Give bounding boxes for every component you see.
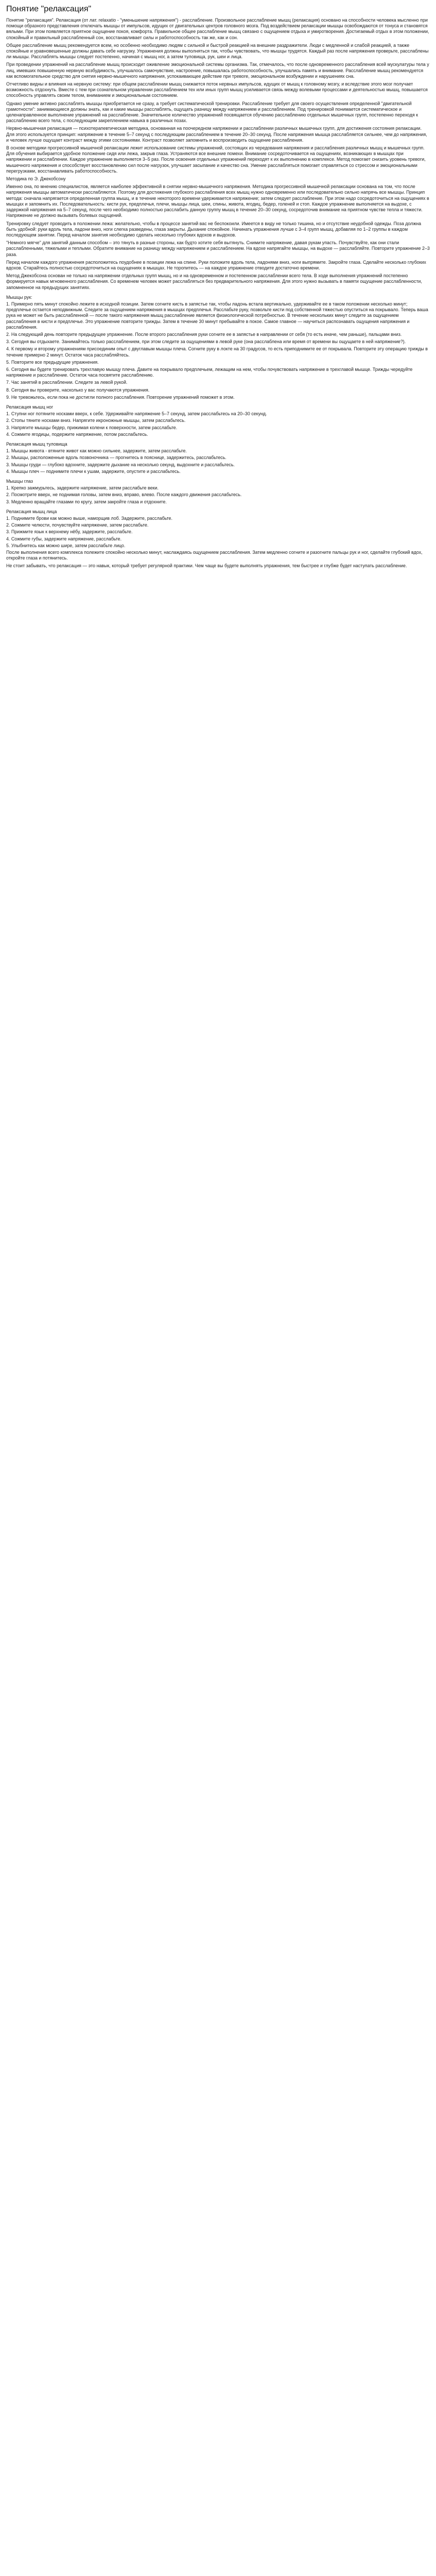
paragraph: Однако умение активно расслаблять мышцы приобретается не сразу, а требует систематической тренировки. Расслабление требует для своего осуществления определенной "двигательной грамотности": занимающиеся должны знать, как и какие мышцы расслаблять, ощущать разницу между напряжением и расслаблением. Под тренировкой понимается систематическое и целенаправленное выполнение упражнений на расслабление. Значительное количество упражнений посвящается обучению расслаблению отдельных мышечных групп, постепенно переходя к расслаблению всего тела, с последующим закреплением навыка в различных позах. xyxy=(6,100,418,124)
section-item: 2. Посмотрите вверх, не поднимая головы, затем вниз, вправо, влево. После каждого движения расслабьтесь. xyxy=(6,492,242,498)
exercise-item: 2. На следующий день повторите предыдущее упражнение. После второго расслабления руки согните ее в запястье в направлении от себя (то есть иначе, чем раньше), пальцами вниз. xyxy=(6,331,402,337)
paragraph: При проведении упражнений на расслабление мышц происходит оживление эмоциональной системы организма. Так, отмечалось, что после одновременного расслабления всей мускулатуры тела у лиц, имевших повышенную нервную возбудимость, улучшалось самочувствие, настроение, повышалась работоспособность, улучшались память и внимание. Расслабление мышц рекомендуется как вспомогательное средство для снятия нервно-мышечного напряжения, успокаивающее действие при тревоге, эмоциональном возбуждении и нарушениях сна. xyxy=(6,62,429,79)
exercise-item: 6. Сегодня вы будете тренировать трехглавую мышцу плеча. Давите на покрывало предплечьем, лежащим на нем, чтобы почувствовать напряжение в трехглавой мышце. Трижды чередуйте напряжение и расслабление. Остаток часа посвятите расслаблению. xyxy=(6,366,413,378)
exercise-item: 1. Примерно пять минут спокойно лежите в исходной позиции. Затем согните кисть в запястье так, чтобы ладонь встала вертикально, удерживайте ее в таком положении несколько минут; предплечье остается неподвижным. Следите за ощущением напряжения в мышцах предплечья. Расслабьте руку, позвольте кисти под собственной тяжестью опуститься на покрывало. Теперь ваша рука не может не быть расслабленной — после такого напряжения мышц расслабление является физиологической потребностью. В течение нескольких минут следите за ощущением расслабления в кисти и предплечье. Это упражнение повторите трижды. Затем в течение 30 минут пребывайте в покое. Самое главное — научиться распознавать ощущения напряжения и расслабления. xyxy=(6,301,428,330)
body-paragraphs xyxy=(6,18,430,291)
section-heading: Мышцы глаз xyxy=(6,479,33,484)
closing-paragraphs xyxy=(6,550,430,569)
section-item: 3. Мышцы груди — глубоко вдохните, задержите дыхание на несколько секунд, выдохните и расслабьтесь. xyxy=(6,462,235,467)
section-heading: Релаксация мышц лица xyxy=(6,509,57,514)
exercise-item: 8. Сегодня вы проверите, насколько у вас получаются упражнения. xyxy=(6,387,150,393)
page-title: Понятие "релаксация" xyxy=(6,5,92,13)
exercise-item: 9. Не тревожьтесь, если пока не достигли полного расслабления. Повторение упражнений поможет в этом. xyxy=(6,394,235,400)
closing-paragraph: Не стоит забывать, что релаксация — это навык, который требует регулярной практики. Чем чаще вы будете выполнять упражнения, тем быстрее и глубже будет наступать расслабление. xyxy=(6,563,407,569)
paragraph: В основе методики прогрессивной мышечной релаксации лежит использование системы упражнений, состоящих из чередования напряжения и расслабления различных мышц и мышечных групп. Для обучения выбирается удобное положение сидя или лежа, закрыв глаза. Устраняются все внешние помехи. Внимание сосредоточивается на ощущениях, возникающих в мышцах при напряжении и расслаблении. Каждое упражнение выполняется 3–5 раз. После освоения отдельных упражнений переходят к их выполнению в комплексе. Метод помогает снизить уровень тревоги, мышечного напряжения и способствует восстановлению сил после нагрузок, улучшает засыпание и качество сна. Умение расслабляться помогает справляться со стрессом и эмоциональными перегрузками, восстанавливать работоспособность. xyxy=(6,145,426,174)
paragraph: Отчетливо видны и влияния на нервную систему: при общем расслаблении мышц снижается поток нервных импульсов, идущих от мышц к головному мозгу, и вследствие этого мозг получает возможность отдохнуть. Вместе с тем при сознательном управлении расслаблением тех или иных групп мышц усиливается связь между волевыми процессами и деятельностью мышц, повышается способность управлять своим телом, вниманием и эмоциональным состоянием. xyxy=(6,81,428,98)
sections xyxy=(6,404,430,549)
section-item: 1. Крепко зажмурьтесь, задержите напряжение, затем расслабьте веки. xyxy=(6,485,159,491)
document-page xyxy=(6,4,430,569)
exercise-item: 4. К первому и второму упражнениям присоединим опыт с двуглавым мышцы плеча. Согните руку в локте на 30 градусов, то есть приподнимите ее от покрывала. Повторите эту операцию трижды в течение примерно 2 минут. Остаток часа расслабляйтесь. xyxy=(6,346,428,358)
paragraph: Метод Джекобсона основан не только на напряжении отдельных групп мышц, но и на одновременном и постепенном расслаблении всего тела. В ходе выполнения упражнений постепенно формируется навык мгновенного расслабления. Со временем человек может расслабляться без предварительного напряжения. Для этого нужно вызывать в памяти ощущение расслабленности, запомненное на предыдущих занятиях. xyxy=(6,273,422,290)
exercise-item: 3. Сегодня вы отдыхаете. Занимайтесь только расслаблением, при этом следите за ощущениями в левой руке (она расслаблена или время от времени вы ощущаете в ней напряжение?). xyxy=(6,339,406,345)
section-item: 3. Медленно вращайте глазами по кругу, затем закройте глаза и отдохните. xyxy=(6,499,167,504)
paragraph: Именно она, по мнению специалистов, является наиболее эффективной в снятии нервно-мышечного напряжения. Методика прогрессивной мышечной релаксации основана на том, что после напряжения мышцы автоматически расслабляются. Поэтому для достижения глубокого расслабления всех мышц нужно одновременно или последовательно сильно напрячь все мышцы. Принцип метода: сначала напрягается определенная группа мышц, и в течение некоторого времени удерживается напряжение; затем следует расслабление. При этом надо сосредоточиться на ощущениях в мышцах и запомнить их. Последовательность: кисти рук, предплечья, плечи, мышцы лица, шеи, спины, живота, ягодиц, бедер, голеней и стоп. Каждое упражнение выполняется на выдохе, с задержкой напряжения на 5–7 секунд, после чего необходимо полностью расслабить данную группу мышц в течение 20–30 секунд, сосредоточив внимание на приятном чувстве тепла и тяжести. Напряжение не должно вызывать болевых ощущений. xyxy=(6,184,429,218)
section-item: 2. Стопы тяните носками вниз. Напрягите икроножные мышцы, затем расслабьтесь. xyxy=(6,418,186,423)
paragraph: Нервно-мышечная релаксация — психотерапевтическая методика, основанная на поочередном напряжении и расслаблении различных мышечных групп, для достижения состояния релаксации. Для этого используется принцип: напряжение в течение 5–7 секунд с последующим расслаблением в течение 20–30 секунд. После напряжения мышца расслабляется сильнее, чем до напряжения, и человек лучше ощущает контраст между этими состояниями. Контраст позволяет запомнить и воспроизводить ощущение расслабления. xyxy=(6,126,427,143)
section-item: 1. Мышцы живота - втяните живот как можно сильнее, задержите, затем расслабьте. xyxy=(6,448,187,454)
section-item: 2. Сожмите челюсти, почувствуйте напряжение, затем расслабьте. xyxy=(6,522,149,528)
section-item: 3. Напрягите мышцы бедер, прижимая колени к поверхности, затем расслабьте. xyxy=(6,425,178,430)
section-item: 4. Сожмите губы, задержите напряжение, расслабьте. xyxy=(6,536,122,541)
section-item: 4. Сожмите ягодицы, подержите напряжение, потом расслабьтесь. xyxy=(6,431,148,437)
section-item: 5. Улыбнитесь как можно шире, затем расслабьте лицо. xyxy=(6,543,126,548)
section-heading: Релаксация мышц ног xyxy=(6,404,54,410)
section-item: 3. Прижмите язык к верхнему нёбу, задержите, расслабьте. xyxy=(6,529,133,535)
paragraph: "Немного мягче" для занятий данным способом – это тянуть в разные стороны, как будто хотите себя вытянуть. Снимите напряжение, давая рукам упасть. Почувствуйте, как они стали расслабленными, тяжелыми и теплыми. Обратите внимание на разницу между напряжением и расслаблением. На вдохе напрягайте мышцы, на выдохе — расслабляйте. Повторите упражнение 2–3 раза. xyxy=(6,240,430,257)
paragraph: Тренировку следует проводить в положении лежа: желательно, чтобы в процессе занятий вас не беспокоили. Имеется в виду не только тишина, но и отсутствие неудобной одежды. Поза должна быть удобной: руки вдоль тела, ладони вниз, ноги слегка разведены, глаза закрыты. Дыхание спокойное. Начинать упражнения лучше с 3–4 групп мышц, добавляя по 1–2 группы в каждом последующем занятии. Перед началом занятия необходимо сделать несколько глубоких вдохов и выдохов. xyxy=(6,221,422,238)
exercise-intro: Мышцы рук: xyxy=(6,294,32,300)
section-item: 4. Мышцы плеч — поднимите плечи к ушам, задержите, опустите и расслабьтесь. xyxy=(6,468,181,474)
section-item: 1. Поднимите брови как можно выше, наморщив лоб. Задержите, расслабьте. xyxy=(6,516,172,521)
paragraph: Перед началом каждого упражнения расположитесь поудобнее в позиции лежа на спине. Руки положите вдоль тела, ладонями вниз, ноги выпрямите. Закройте глаза. Сделайте несколько глубоких вдохов. Старайтесь полностью сосредоточиться на ощущениях в мышцах. Не торопитесь — на каждое упражнение отводите достаточно времени. xyxy=(6,259,426,270)
section-item: 2. Мышцы, расположенные вдоль позвоночника — прогнитесь в пояснице, задержитесь, расслабьтесь. xyxy=(6,455,226,461)
paragraph: Понятие "релаксация". Релаксация (от лат. relaxatio - "уменьшение напряжения") - расслабление. Произвольное расслабление мышц (релаксация) основано на способности человека мысленно при помощи образного представления отключать мышцы от импульсов, идущих от двигательных центров головного мозга. Под воздействием релаксации мышцы освобождаются от тонуса и становятся вялыми. При этом появляется приятное ощущение покоя, комфорта. Правильное общее расслабление мышц связано с ощущением отдыха и умиротворения. Достигаемый отдых в этом положении, спокойный и правильный расслабленный сон, восстанавливает силы и работоспособность так же, как и сон. xyxy=(6,18,429,40)
paragraph: Общее расслабление мышц рекомендуется всем, но особенно необходимо людям с сильной и быстрой реакцией на внешние раздражители. Люди с медленной и слабой реакцией, а также спокойные и уравновешенные должны давать себе нагрузку. Упражнения должны выполняться так, чтобы чувствовать, что мышцы трудятся. Каждый раз после напряжения проверьте, расслаблены ли мышцы. Расслаблять мышцы следует постепенно, начиная с мышц ног, а затем туловища, рук, шеи и лица. xyxy=(6,42,429,60)
section-heading: Релаксация мышц туловища xyxy=(6,442,67,447)
exercise-list xyxy=(6,301,430,400)
section-item: 1. Ступни ног потяните носками вверх, к себе. Удерживайте напряжение 5–7 секунд, затем расслабьтесь на 20–30 секунд. xyxy=(6,411,267,417)
paragraph: Методика по Э. Джекобсону xyxy=(6,176,66,182)
exercise-item: 5. Повторите все предыдущие упражнения. xyxy=(6,359,99,365)
closing-paragraph: После выполнения всего комплекса полежите спокойно несколько минут, наслаждаясь ощущением расслабления. Затем медленно согните и разогните пальцы рук и ног, сделайте глубокий вдох, откройте глаза и потянитесь. xyxy=(6,550,423,561)
exercise-item: 7. Час занятий в расслаблении. Следите за левой рукой. xyxy=(6,380,128,385)
